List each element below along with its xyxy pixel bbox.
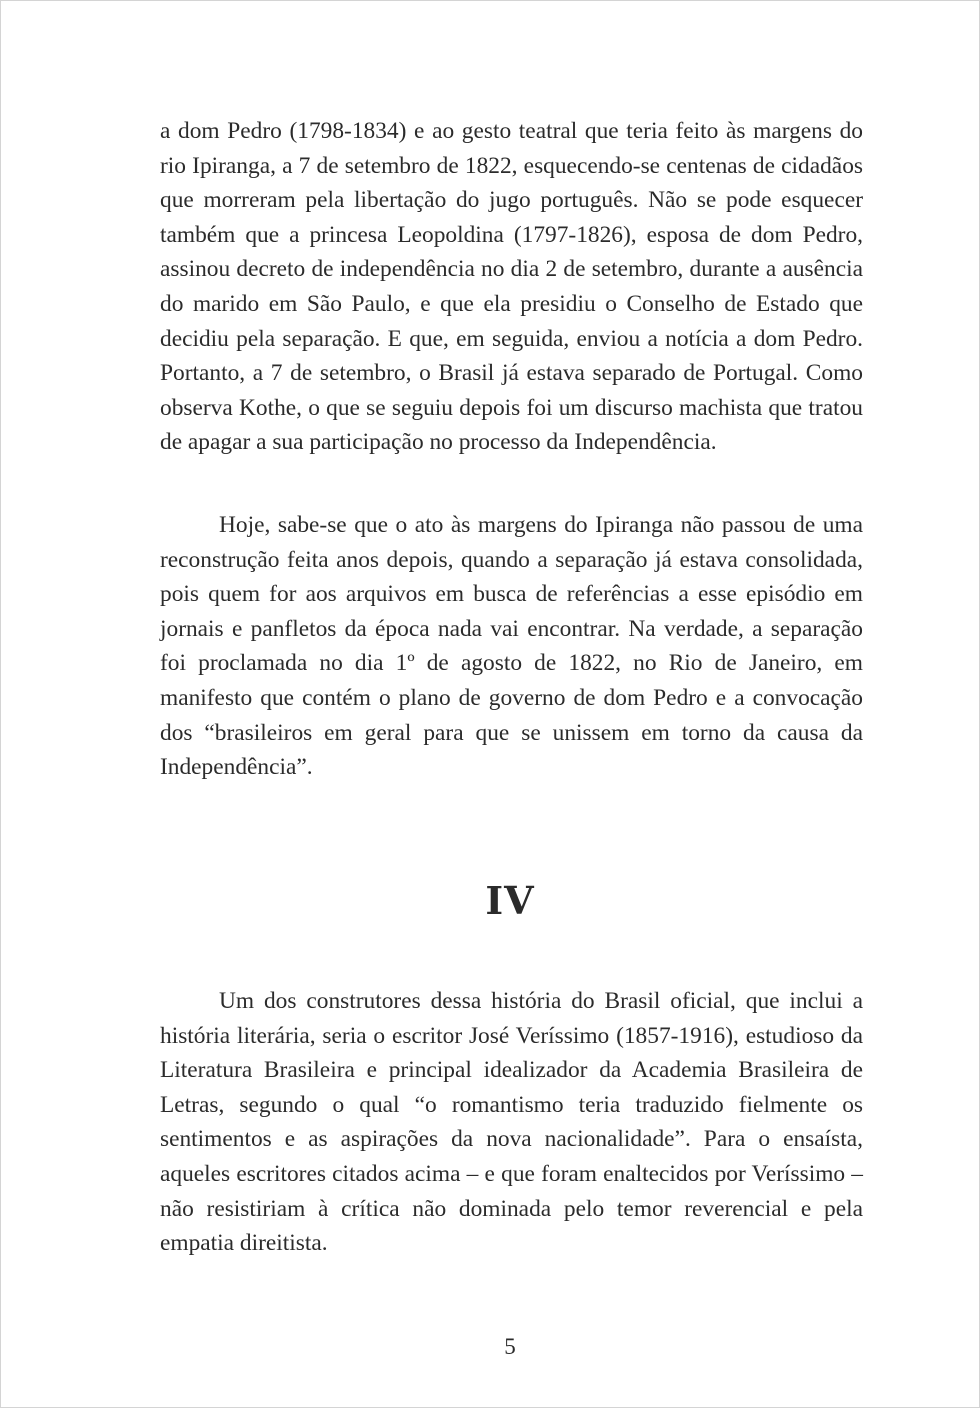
paragraph-ipiranga: Hoje, sabe-se que o ato às margens do Ipiranga não passou de uma reconstrução feita anos depois, quando a separação já estava consolidada, pois quem for aos arquivos em busca de referências a esse episódio em jornais e panfletos da época nada vai encontrar. Na verdade, a separação foi proclamada no dia 1º de agosto de 1822, no Rio de Janeiro, em manifesto que contém o plano de governo de dom Pedro e a convocação dos “brasileiros em geral para que se unissem em torno da causa da Independência”. [160, 512, 863, 781]
paragraph-block [160, 114, 863, 460]
paragraph-continuation: a dom Pedro (1798-1834) e ao gesto teatral que teria feito às margens do rio Ipiranga, a 7 de setembro de 1822, esquecendo-se centenas de cidadãos que morreram pela libertação do jugo português. Não se pode esquecer também que a princesa Leopoldina (1797-1826), esposa de dom Pedro, assinou decreto de independência no dia 2 de setembro, durante a ausência do marido em São Paulo, e que ela presidiu o Conselho de Estado que decidiu pela separação. E que, em seguida, enviou a notícia a dom Pedro. Portanto, a 7 de setembro, o Brasil já estava separado de Portugal. Como observa Kothe, o que se seguiu depois foi um discurso machista que tratou de apagar a sua participação no processo da Independência. [160, 118, 863, 456]
page-number: 5 [504, 1334, 516, 1359]
paragraph-block [160, 984, 863, 1261]
chapter-heading: IV [485, 878, 535, 923]
paragraph-block [160, 508, 863, 785]
paragraph-verissimo: Um dos construtores dessa história do Brasil oficial, que inclui a história literária, seria o escritor José Veríssimo (1857-1916), estudioso da Literatura Brasileira e principal idealizador da Academia Brasileira de Letras, segundo o qual “o romantismo teria traduzido fielmente os sentimentos e as aspirações da nova nacionalidade”. Para o ensaísta, aqueles escritores citados acima – e que foram enaltecidos por Veríssimo – não resistiriam à crítica não dominada pelo temor reverencial e pela empatia direitista. [160, 988, 863, 1257]
